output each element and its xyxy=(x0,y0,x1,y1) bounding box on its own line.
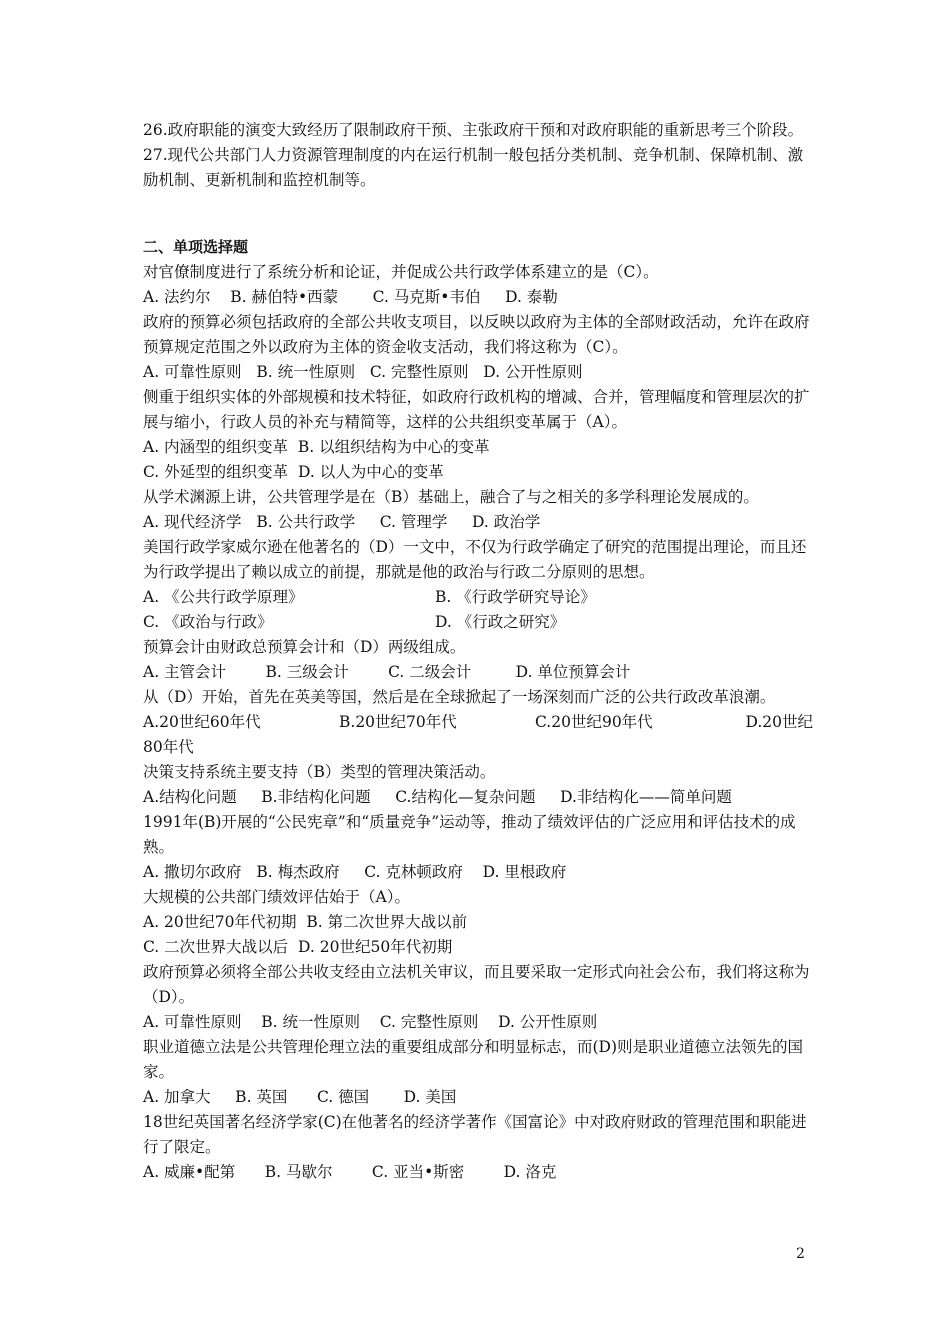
question-options: A. 加拿大 B. 英国 C. 德国 D. 美国 xyxy=(143,1088,457,1106)
question-stem: 政府预算必须将全部公共收支经由立法机关审议，而且要采取一定形式向社会公布，我们将这称为（D）。 xyxy=(143,963,810,1006)
page-number: 2 xyxy=(796,1246,805,1262)
question-stem: 从学术渊源上讲，公共管理学是在（B）基础上，融合了与之相关的多学科理论发展成的。 xyxy=(143,488,759,506)
option-continuation: 80年代 xyxy=(143,738,194,756)
option-c: C. 《政治与行政》 xyxy=(143,613,273,631)
question-stem: 1991年(B)开展的“公民宪章”和“质量竞争”运动等，推动了绩效评估的广泛应用和评估技术的成熟。 xyxy=(143,813,796,856)
item-26: 26.政府职能的演变大致经历了限制政府干预、主张政府干预和对政府职能的重新思考三个阶段。 xyxy=(143,121,804,139)
question-options: A. 主管会计 B. 三级会计 C. 二级会计 D. 单位预算会计 xyxy=(143,663,631,681)
question-options: A. 可靠性原则 B. 统一性原则 C. 完整性原则 D. 公开性原则 xyxy=(143,363,583,381)
question-stem: 从（D）开始，首先在英美等国，然后是在全球掀起了一场深刻而广泛的公共行政改革浪潮。 xyxy=(143,688,776,706)
question-options: A. 20世纪70年代初期 B. 第二次世界大战以前 xyxy=(143,913,468,931)
section-title: 二、单项选择题 xyxy=(143,238,249,256)
question-stem: 决策支持系统主要支持（B）类型的管理决策活动。 xyxy=(143,763,496,781)
question-stem: 政府的预算必须包括政府的全部公共收支项目，以反映以政府为主体的全部财政活动，允许在政府预算规定范围之外以政府为主体的资金收支活动，我们将这称为（C）。 xyxy=(143,313,810,356)
question-stem: 预算会计由财政总预算会计和（D）两级组成。 xyxy=(143,638,466,656)
question-stem: 对官僚制度进行了系统分析和论证，并促成公共行政学体系建立的是（C）。 xyxy=(143,263,659,281)
page-content xyxy=(143,118,813,1185)
option-d: D.20世纪 xyxy=(745,713,813,731)
question-options: A. 威廉•配第 B. 马歇尔 C. 亚当•斯密 D. 洛克 xyxy=(143,1163,557,1181)
question-options: A. 可靠性原则 B. 统一性原则 C. 完整性原则 D. 公开性原则 xyxy=(143,1013,598,1031)
question-stem: 侧重于组织实体的外部规模和技术特征，如政府行政机构的增减、合并，管理幅度和管理层次的扩展与缩小，行政人员的补充与精简等，这样的公共组织变革属于（A）。 xyxy=(143,388,810,431)
option-b: B.20世纪70年代 xyxy=(339,713,457,731)
option-b: B. 《行政学研究导论》 xyxy=(435,588,596,606)
item-27: 27.现代公共部门人力资源管理制度的内在运行机制一般包括分类机制、竞争机制、保障机制、激励机制、更新机制和监控机制等。 xyxy=(143,146,804,189)
question-stem: 大规模的公共部门绩效评估始于（A）。 xyxy=(143,888,410,906)
question-stem: 18世纪英国著名经济学家(C)在他著名的经济学著作《国富论》中对政府财政的管理范围和职能进行了限定。 xyxy=(143,1113,807,1156)
option-d: D. 《行政之研究》 xyxy=(435,613,566,631)
question-options: A. 现代经济学 B. 公共行政学 C. 管理学 D. 政治学 xyxy=(143,513,541,531)
option-a: A.20世纪60年代 xyxy=(143,713,261,731)
question-options: C. 二次世界大战以后 D. 20世纪50年代初期 xyxy=(143,938,453,956)
question-options: C. 外延型的组织变革 D. 以人为中心的变革 xyxy=(143,463,444,481)
option-a: A. 《公共行政学原理》 xyxy=(143,588,304,606)
question-options-grid xyxy=(143,585,813,635)
question-options: A. 法约尔 B. 赫伯特•西蒙 C. 马克斯•韦伯 D. 泰勒 xyxy=(143,288,558,306)
question-stem: 美国行政学家威尔逊在他著名的（D）一文中，不仅为行政学确定了研究的范围提出理论，而且还为行政学提出了赖以成立的前提，那就是他的政治与行政二分原则的思想。 xyxy=(143,538,807,581)
question-options: A. 内涵型的组织变革 B. 以组织结构为中心的变革 xyxy=(143,438,490,456)
question-stem: 职业道德立法是公共管理伦理立法的重要组成部分和明显标志，而(D)则是职业道德立法领先的国家。 xyxy=(143,1038,804,1081)
option-c: C.20世纪90年代 xyxy=(535,713,653,731)
question-options: A.结构化问题 B.非结构化问题 C.结构化—复杂问题 D.非结构化——简单问题 xyxy=(143,788,732,806)
question-options-grid xyxy=(143,710,813,735)
question-options: A. 撒切尔政府 B. 梅杰政府 C. 克林顿政府 D. 里根政府 xyxy=(143,863,567,881)
